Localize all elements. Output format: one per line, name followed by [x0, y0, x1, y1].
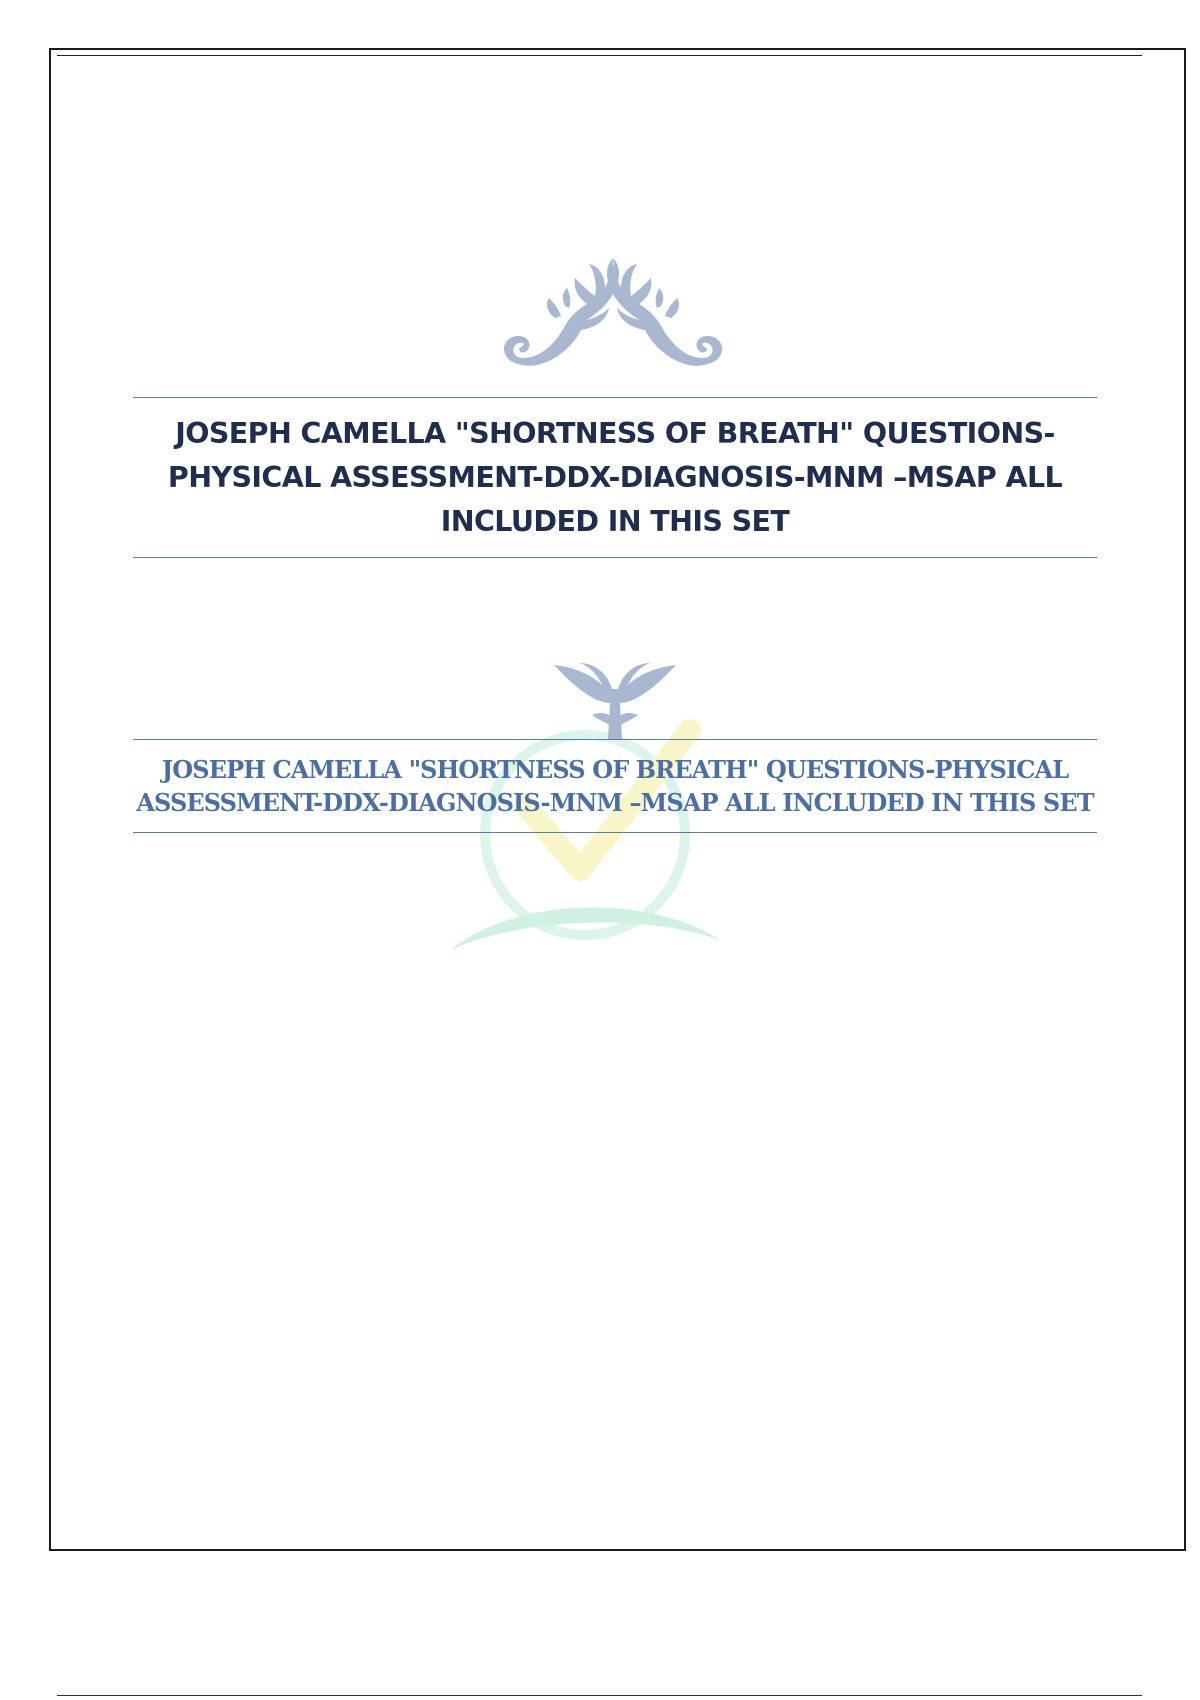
document-subtitle: JOSEPH CAMELLA "SHORTNESS OF BREATH" QUESTIONS-PHYSICAL ASSESSMENT-DDX-DIAGNOSIS-MNM –MSAP ALL INCLUDED IN THIS SET: [136, 755, 1094, 817]
floral-flourish-icon: [495, 248, 731, 378]
footer-rule: [57, 1695, 1142, 1696]
subtitle-block: [133, 739, 1097, 833]
document-title: JOSEPH CAMELLA "SHORTNESS OF BREATH" QUESTIONS-PHYSICAL ASSESSMENT-DDX-DIAGNOSIS-MNM –MSAP ALL INCLUDED IN THIS SET: [167, 416, 1063, 538]
fleur-divider-icon: [550, 655, 680, 739]
header-rule: [57, 55, 1142, 56]
title-block: [133, 397, 1097, 558]
